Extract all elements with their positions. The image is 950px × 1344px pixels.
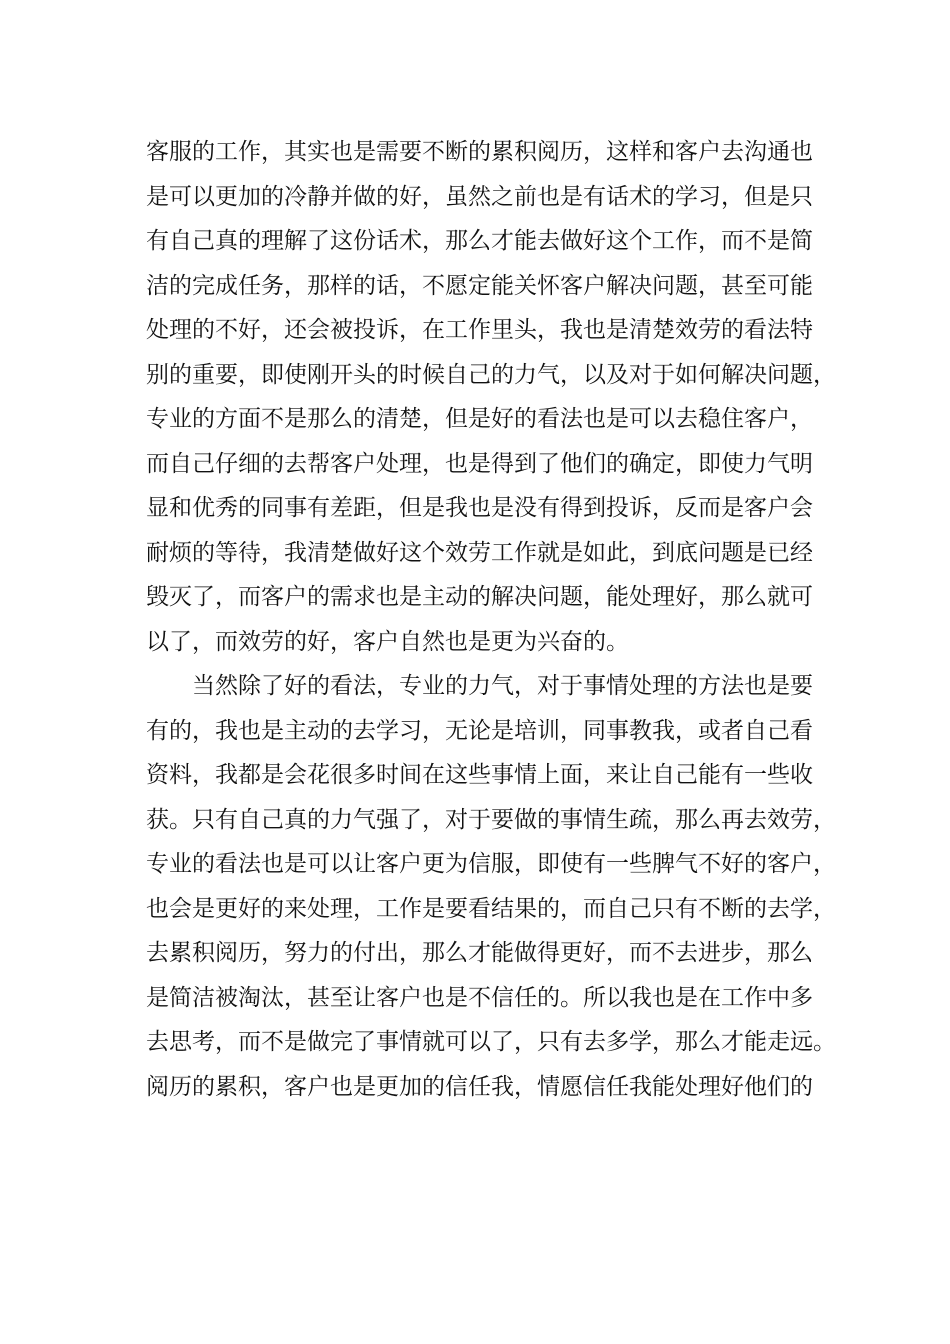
text-line: 洁的完成任务，那样的话，不愿定能关怀客户解决问题，甚至可能 <box>146 272 813 299</box>
text-line: 专业的方面不是那么的清楚，但是好的看法也是可以去稳住客户， <box>146 406 813 432</box>
text-line: 而自己仔细的去帮客户处理，也是得到了他们的确定，即使力气明 <box>146 450 813 477</box>
text-line: 有自己真的理解了这份话术，那么才能去做好这个工作，而不是简 <box>146 228 813 254</box>
text-line: 去思考，而不是做完了事情就可以了，只有去多学，那么才能走远。 <box>146 1029 836 1055</box>
text-line: 是可以更加的冷静并做的好，虽然之前也是有话术的学习，但是只 <box>146 183 813 210</box>
text-line: 是简洁被淘汰，甚至让客户也是不信任的。所以我也是在工作中多 <box>146 984 813 1011</box>
text-line: 也会是更好的来处理，工作是要看结果的，而自己只有不断的去学， <box>146 895 836 922</box>
text-line: 资料，我都是会花很多时间在这些事情上面，来让自己能有一些收 <box>146 762 813 788</box>
text-line: 以了，而效劳的好，客户自然也是更为兴奋的。 <box>146 628 629 655</box>
text-line: 专业的看法也是可以让客户更为信服，即使有一些脾气不好的客户， <box>146 851 836 877</box>
body-text <box>146 130 836 1109</box>
text-line: 处理的不好，还会被投诉，在工作里头，我也是清楚效劳的看法特 <box>146 317 813 343</box>
text-line: 去累积阅历，努力的付出，那么才能做得更好，而不去进步，那么 <box>146 940 813 966</box>
text-line: 客服的工作，其实也是需要不断的累积阅历，这样和客户去沟通也 <box>146 139 813 165</box>
text-line: 毁灭了，而客户的需求也是主动的解决问题，能处理好，那么就可 <box>146 584 813 610</box>
text-line: 获。只有自己真的力气强了，对于要做的事情生疏，那么再去效劳， <box>146 806 836 833</box>
text-line: 有的，我也是主动的去学习，无论是培训，同事教我，或者自己看 <box>146 717 813 744</box>
text-line: 当然除了好的看法，专业的力气，对于事情处理的方法也是要 <box>146 673 813 699</box>
text-line: 显和优秀的同事有差距，但是我也是没有得到投诉，反而是客户会 <box>146 495 813 521</box>
text-line: 别的重要，即使刚开头的时候自己的力气，以及对于如何解决问题， <box>146 361 836 388</box>
text-line: 耐烦的等待，我清楚做好这个效劳工作就是如此，到底问题是已经 <box>146 539 813 566</box>
text-line: 阅历的累积，客户也是更加的信任我，情愿信任我能处理好他们的 <box>146 1073 813 1100</box>
